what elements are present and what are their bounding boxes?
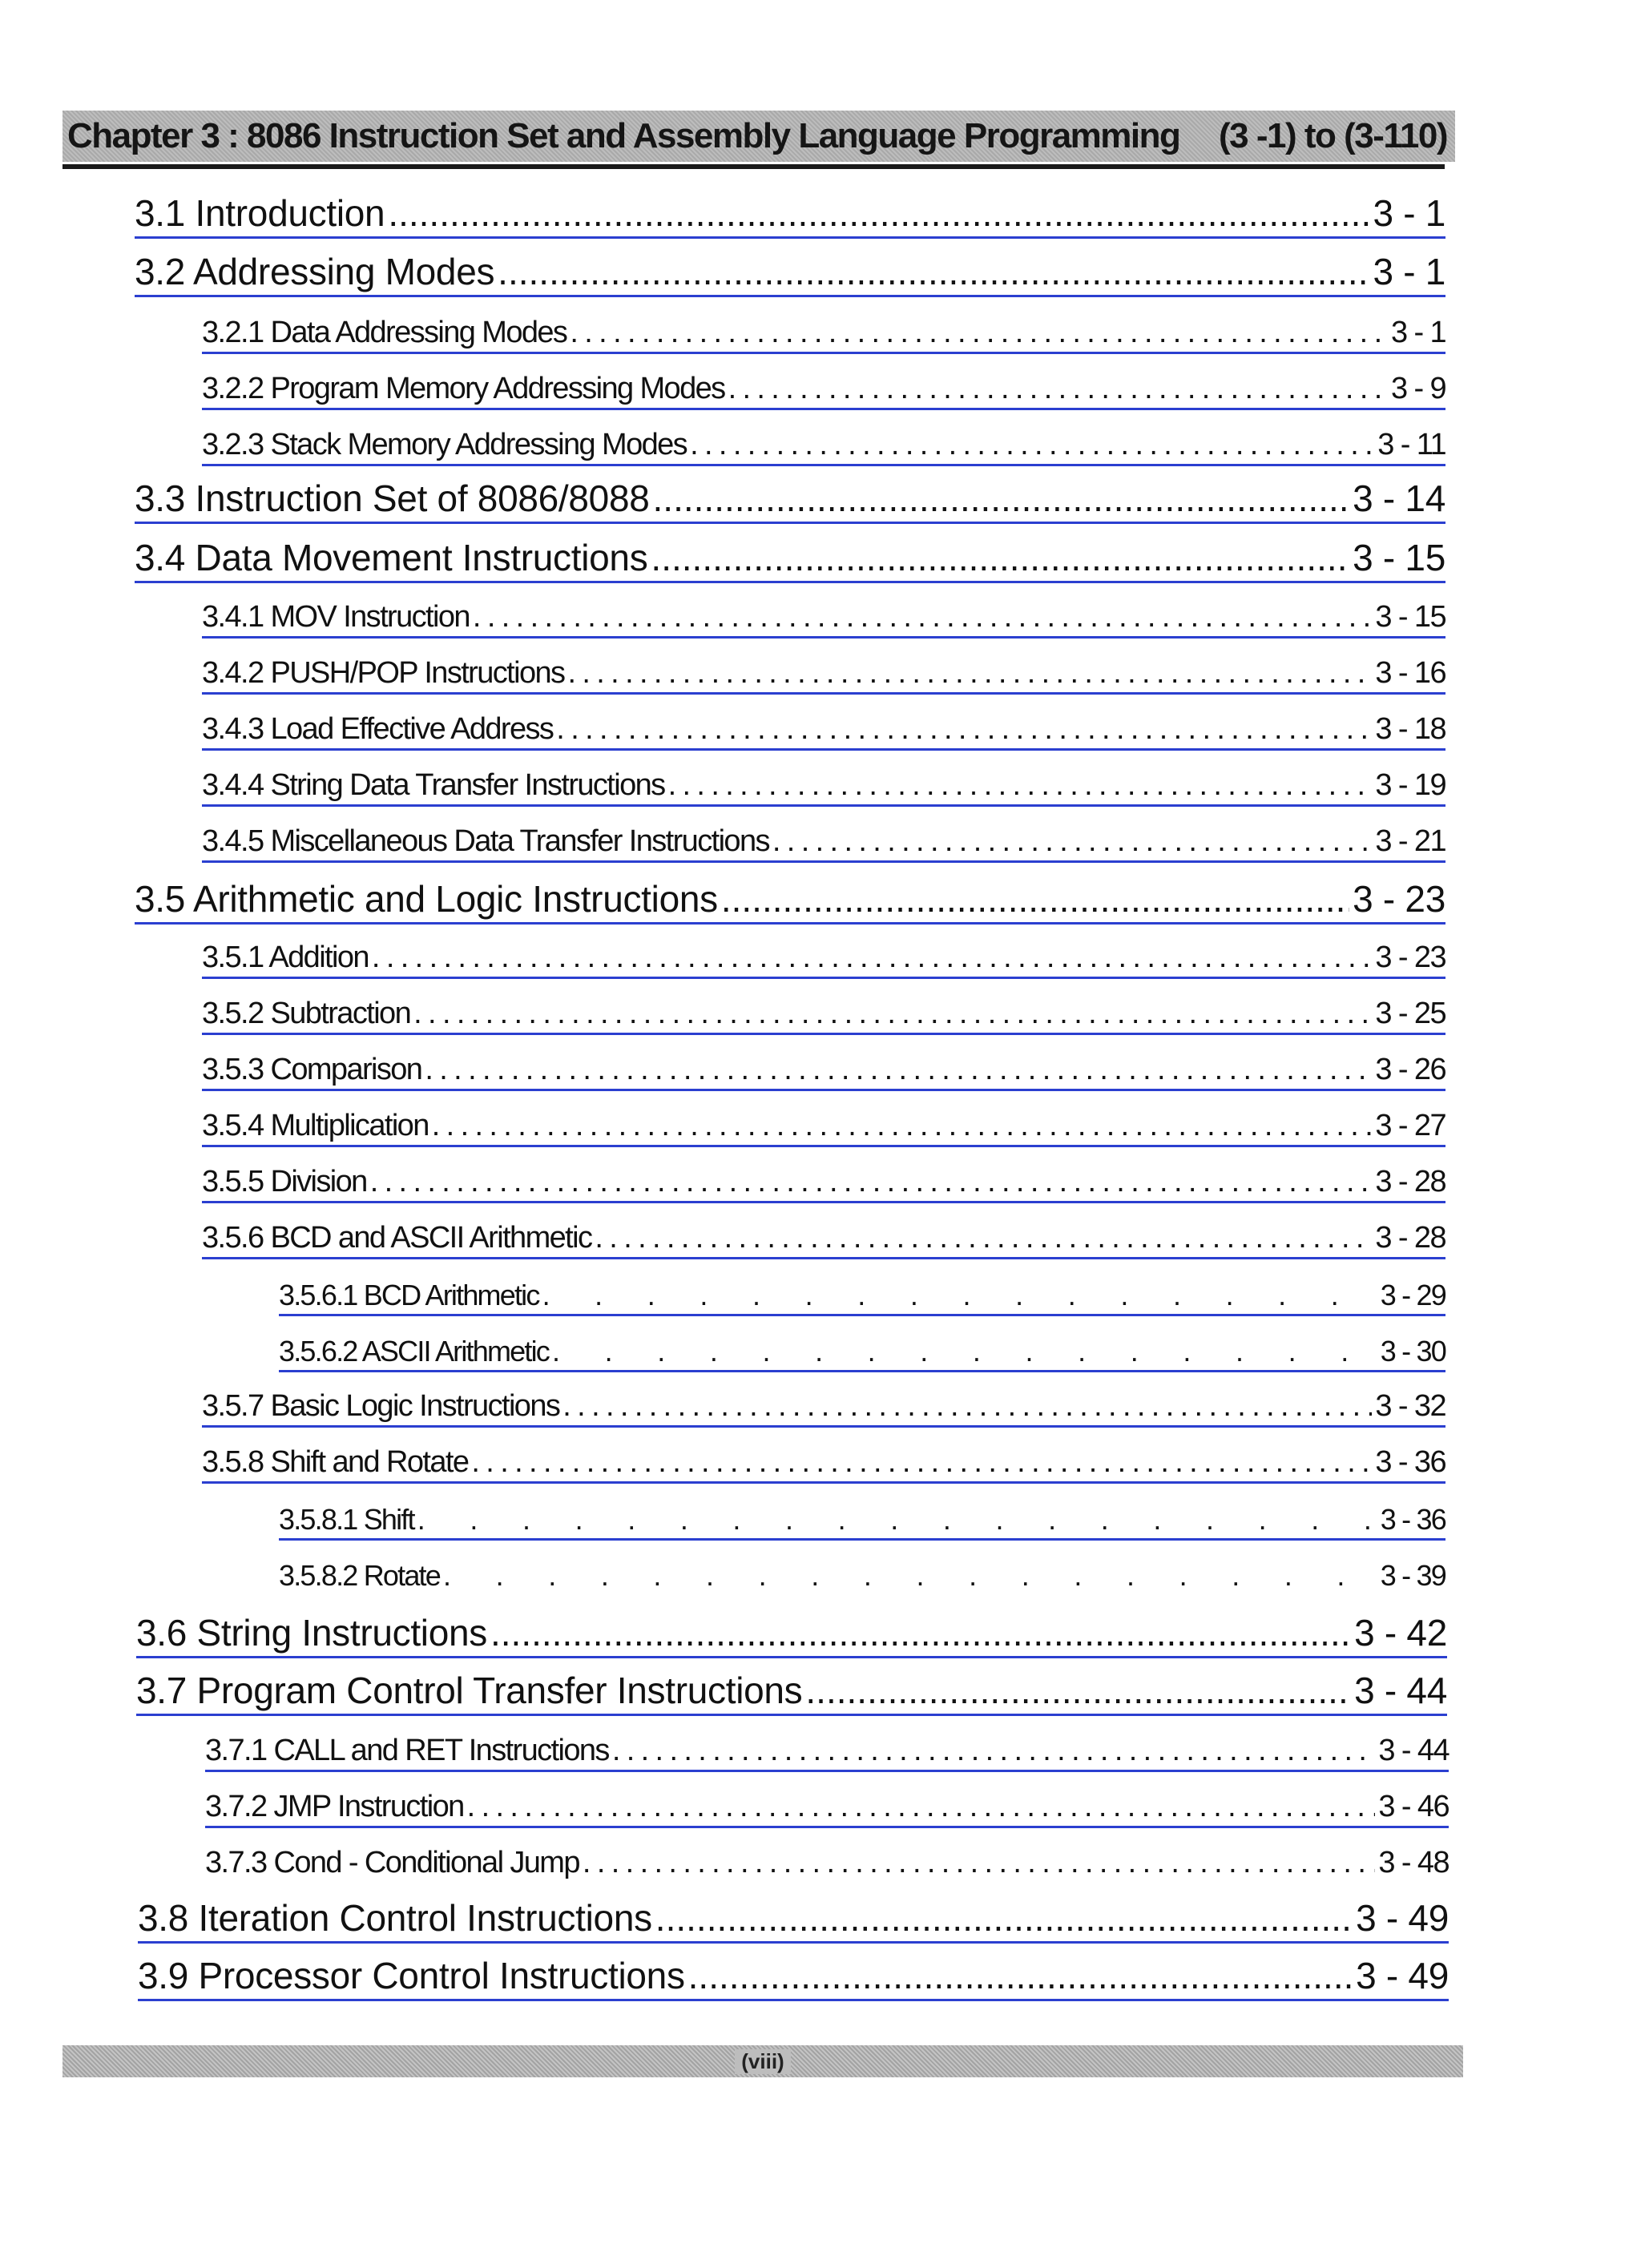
toc-entry-subsubsection[interactable]: [279, 1557, 1445, 1597]
toc-entry-subsection[interactable]: [205, 1787, 1449, 1828]
toc-entry-section[interactable]: [135, 476, 1445, 524]
chapter-title: Chapter 3 : 8086 Instruction Set and Assembly Language Programming: [67, 116, 1180, 155]
toc-entry-label: 3.4.3 Load Effective Address: [202, 712, 554, 746]
toc-entry-label: 3.2 Addressing Modes: [135, 251, 495, 292]
toc-entry-label: 3.2.2 Program Memory Addressing Modes: [202, 372, 725, 405]
toc-entry-label: 3.5.8.2 Rotate: [279, 1559, 440, 1592]
toc-entry-page: 3 - 15: [1375, 600, 1445, 634]
toc-entry-subsection[interactable]: [202, 1386, 1445, 1428]
toc-entry-page: 3 - 46: [1378, 1790, 1449, 1823]
dot-leader: [567, 656, 1372, 691]
toc-entry-page: 3 - 27: [1375, 1109, 1445, 1142]
toc-entry-page: 3 - 1: [1373, 251, 1445, 292]
toc-entry-page: 3 - 49: [1356, 1955, 1449, 1996]
dot-leader: [805, 1669, 1351, 1712]
toc-entry-page: 3 - 36: [1375, 1445, 1445, 1479]
page-footer: [62, 2045, 1463, 2077]
dot-leader: [552, 1335, 1377, 1368]
toc-entry-section[interactable]: [136, 1668, 1447, 1716]
toc-entry-page: 3 - 39: [1380, 1559, 1445, 1592]
toc-entry-subsection[interactable]: [202, 312, 1445, 354]
toc-entry-page: 3 - 32: [1375, 1389, 1445, 1423]
dot-leader: [595, 1221, 1372, 1255]
toc-entry-page: 3 - 25: [1375, 997, 1445, 1030]
dot-leader: [772, 824, 1373, 859]
toc-entry-subsection[interactable]: [202, 765, 1445, 807]
toc-entry-label: 3.5.6.1 BCD Arithmetic: [279, 1279, 539, 1311]
toc-entry-page: 3 - 23: [1353, 878, 1445, 920]
dot-leader: [721, 877, 1349, 920]
toc-entry-subsection[interactable]: [202, 369, 1445, 410]
toc-entry-section[interactable]: [138, 1953, 1449, 2001]
toc-entry-page: 3 - 44: [1378, 1734, 1449, 1767]
page-number: (viii): [735, 2049, 790, 2074]
dot-leader: [612, 1734, 1376, 1768]
toc-entry-label: 3.4.4 String Data Transfer Instructions: [202, 768, 665, 802]
toc-entry-section[interactable]: [135, 249, 1445, 297]
toc-entry-label: 3.4 Data Movement Instructions: [135, 537, 648, 578]
toc-entry-label: 3.5.4 Multiplication: [202, 1109, 429, 1142]
toc-entry-label: 3.6 String Instructions: [136, 1612, 487, 1654]
toc-entry-subsection[interactable]: [202, 653, 1445, 695]
toc-entry-page: 3 - 29: [1380, 1279, 1445, 1311]
dot-leader: [370, 1165, 1373, 1199]
toc-entry-page: 3 - 26: [1375, 1053, 1445, 1086]
toc-entry-subsection[interactable]: [202, 1162, 1445, 1203]
toc-entry-section[interactable]: [135, 876, 1445, 925]
toc-entry-subsubsection[interactable]: [279, 1332, 1445, 1372]
toc-entry-page: 3 - 23: [1375, 941, 1445, 974]
toc-entry-subsection[interactable]: [202, 1218, 1445, 1259]
dot-leader: [388, 191, 1369, 235]
dot-leader: [432, 1109, 1373, 1143]
toc-entry-label: 3.2.3 Stack Memory Addressing Modes: [202, 428, 687, 461]
toc-entry-label: 3.7.1 CALL and RET Instructions: [205, 1734, 609, 1767]
toc-entry-section[interactable]: [135, 191, 1445, 239]
toc-entry-page: 3 - 42: [1354, 1612, 1447, 1654]
dot-leader: [425, 1053, 1372, 1087]
toc-entry-page: 3 - 28: [1375, 1221, 1445, 1255]
toc-entry-label: 3.4.5 Miscellaneous Data Transfer Instructions: [202, 824, 769, 858]
dot-leader: [570, 316, 1388, 350]
toc-entry-label: 3.5.5 Division: [202, 1165, 367, 1198]
toc-entry-subsection[interactable]: [205, 1730, 1449, 1772]
dot-leader: [668, 768, 1373, 803]
toc-entry-page: 3 - 1: [1373, 192, 1445, 234]
dot-leader: [728, 372, 1388, 406]
toc-entry-page: 3 - 16: [1375, 656, 1445, 690]
toc-entry-page: 3 - 1: [1390, 316, 1445, 349]
toc-entry-page: 3 - 14: [1353, 477, 1445, 519]
toc-entry-subsubsection[interactable]: [279, 1276, 1445, 1316]
dot-leader: [372, 941, 1373, 975]
dot-leader: [498, 250, 1369, 293]
dot-leader: [542, 1279, 1377, 1312]
toc-entry-page: 3 - 44: [1354, 1670, 1447, 1711]
toc-entry-page: 3 - 28: [1375, 1165, 1445, 1198]
toc-entry-label: 3.7 Program Control Transfer Instructions: [136, 1670, 803, 1711]
dot-leader: [583, 1846, 1376, 1880]
dot-leader: [490, 1611, 1351, 1654]
toc-entry-label: 3.5.6 BCD and ASCII Arithmetic: [202, 1221, 592, 1255]
toc-entry-subsection[interactable]: [205, 1843, 1449, 1884]
dot-leader: [653, 477, 1350, 520]
toc-entry-label: 3.4.1 MOV Instruction: [202, 600, 470, 634]
chapter-divider: [62, 164, 1445, 169]
dot-leader: [688, 1954, 1353, 1997]
dot-leader: [562, 1389, 1372, 1424]
toc-entry-label: 3.9 Processor Control Instructions: [138, 1955, 685, 1996]
toc-entry-label: 3.4.2 PUSH/POP Instructions: [202, 656, 565, 690]
toc-entry-subsection[interactable]: [202, 425, 1445, 466]
toc-entry-page: 3 - 30: [1380, 1335, 1445, 1368]
toc-entry-subsection[interactable]: [202, 709, 1445, 751]
dot-leader: [467, 1790, 1376, 1824]
toc-entry-label: 3.7.2 JMP Instruction: [205, 1790, 464, 1823]
toc-entry-subsection[interactable]: [202, 1106, 1445, 1147]
toc-entry-page: 3 - 11: [1377, 428, 1445, 461]
dot-leader: [413, 997, 1372, 1031]
toc-entry-label: 3.3 Instruction Set of 8086/8088: [135, 477, 650, 519]
dot-leader: [690, 428, 1374, 462]
toc-entry-label: 3.5.7 Basic Logic Instructions: [202, 1389, 560, 1423]
toc-entry-page: 3 - 48: [1378, 1846, 1449, 1879]
toc-entry-subsubsection[interactable]: [279, 1501, 1445, 1541]
toc-entry-page: 3 - 21: [1375, 824, 1445, 858]
toc-entry-page: 3 - 18: [1375, 712, 1445, 746]
toc-entry-label: 3.5.3 Comparison: [202, 1053, 422, 1086]
toc-entry-subsection[interactable]: [202, 597, 1445, 639]
toc-entry-section[interactable]: [135, 535, 1445, 583]
toc-entry-page: 3 - 36: [1380, 1503, 1445, 1536]
toc-entry-section[interactable]: [138, 1895, 1449, 1944]
toc-entry-label: 3.5.8.1 Shift: [279, 1503, 414, 1536]
dot-leader: [655, 1896, 1353, 1940]
toc-entry-label: 3.5.6.2 ASCII Arithmetic: [279, 1335, 549, 1368]
dot-leader: [556, 712, 1372, 747]
chapter-header: [62, 111, 1455, 162]
dot-leader: [417, 1503, 1377, 1537]
dot-leader: [471, 1445, 1372, 1480]
toc-entry-label: 3.5.1 Addition: [202, 941, 369, 974]
toc-entry-section[interactable]: [136, 1610, 1447, 1658]
toc-entry-subsection[interactable]: [202, 937, 1445, 979]
toc-entry-page: 3 - 9: [1390, 372, 1445, 405]
chapter-page-range: (3 -1) to (3-110): [1218, 116, 1447, 155]
toc-entry-label: 3.5.8 Shift and Rotate: [202, 1445, 469, 1479]
toc-entry-label: 3.5 Arithmetic and Logic Instructions: [135, 878, 718, 920]
dot-leader: [473, 600, 1373, 634]
toc-entry-label: 3.5.2 Subtraction: [202, 997, 411, 1030]
toc-entry-page: 3 - 49: [1356, 1897, 1449, 1939]
dot-leader: [651, 536, 1349, 579]
toc-entry-label: 3.8 Iteration Control Instructions: [138, 1897, 652, 1939]
toc-entry-page: 3 - 19: [1375, 768, 1445, 802]
toc-entry-label: 3.1 Introduction: [135, 192, 385, 234]
toc-entry-subsection[interactable]: [202, 821, 1445, 863]
toc-entry-page: 3 - 15: [1353, 537, 1445, 578]
toc-entry-subsection[interactable]: [202, 1049, 1445, 1091]
toc-entry-subsection[interactable]: [202, 1442, 1445, 1484]
toc-entry-subsection[interactable]: [202, 993, 1445, 1035]
dot-leader: [443, 1559, 1377, 1593]
toc-entry-label: 3.2.1 Data Addressing Modes: [202, 316, 567, 349]
toc-entry-label: 3.7.3 Cond - Conditional Jump: [205, 1846, 579, 1879]
